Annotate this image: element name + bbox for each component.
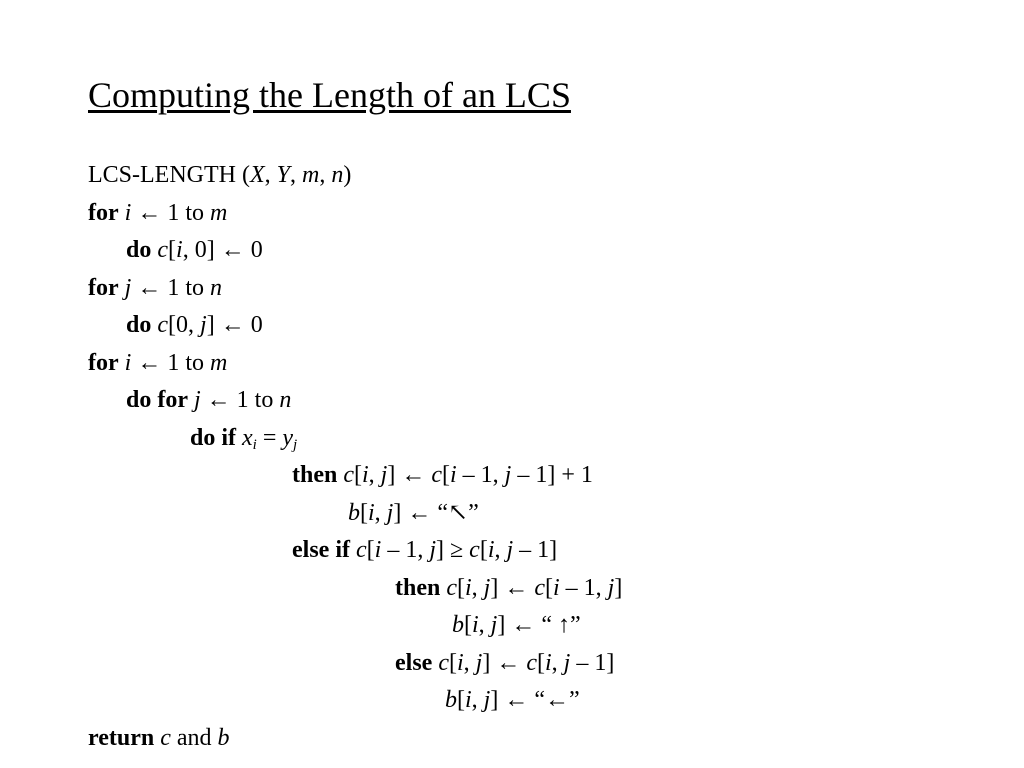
assign-arrow: ← <box>511 612 536 638</box>
keyword: for <box>88 350 119 376</box>
index-j: j <box>200 312 207 338</box>
keyword: do <box>126 237 152 263</box>
pseudocode-line-for-j <box>88 274 222 302</box>
param-x: X <box>249 162 265 188</box>
geq-operator: ≥ <box>449 537 464 563</box>
assign-arrow: ← <box>496 650 521 676</box>
index-j: j <box>483 575 491 601</box>
equals: = <box>262 425 277 451</box>
keyword: do for <box>126 387 188 413</box>
var-c: c <box>355 537 367 563</box>
pseudocode-line-b-up: b[i, j] ← “ ↑” <box>452 612 581 638</box>
up-arrow-icon: “ ↑” <box>541 612 581 638</box>
range-text: 1 to <box>167 275 204 301</box>
index-i: i <box>465 687 472 713</box>
assign-arrow: ← <box>220 237 245 263</box>
index-i: i <box>176 237 183 263</box>
range-end: n <box>279 387 292 413</box>
index-mid: – 1, <box>559 575 608 601</box>
assign-arrow: ← <box>504 687 529 713</box>
pseudocode-line-then-diag: then c[i, j] ← c[i – 1, j – 1] + 1 <box>292 462 593 488</box>
close-paren: ) <box>343 162 352 188</box>
index-end: – 1] <box>513 537 558 563</box>
index-end: – 1] + 1 <box>511 462 593 488</box>
index-i: i <box>374 537 382 563</box>
index-rest: ] <box>206 312 215 338</box>
var-c: c <box>438 650 449 676</box>
index-i: i <box>487 537 495 563</box>
index-j: j <box>483 687 491 713</box>
pseudocode-line-inner-loop <box>126 386 291 414</box>
pseudocode-line-b-diag: b[i, j] ← “↖” <box>348 500 479 526</box>
bracket: [0, <box>168 312 201 338</box>
procedure-name: LCS-LENGTH ( <box>88 162 250 188</box>
slide-title: Computing the Length of an LCS <box>88 75 571 115</box>
keyword: else if <box>292 537 350 563</box>
index-i: i <box>553 575 560 601</box>
index-j: j <box>386 500 394 526</box>
var-c: c <box>446 575 457 601</box>
var-b: b <box>217 725 230 751</box>
index-i: i <box>472 612 479 638</box>
subscript-j: j <box>293 437 298 453</box>
var-x: x <box>242 425 253 451</box>
assign-arrow: ← <box>137 275 162 301</box>
pseudocode-line-header <box>88 161 351 189</box>
index-j: j <box>429 537 436 563</box>
var-c: c <box>526 650 537 676</box>
keyword: else <box>395 650 433 676</box>
var-c: c <box>343 462 354 488</box>
keyword: for <box>88 200 119 226</box>
index-j: j <box>563 650 571 676</box>
keyword: do if <box>190 425 237 451</box>
loop-var: j <box>194 387 201 413</box>
var-c: c <box>160 725 171 751</box>
loop-var: i <box>124 200 132 226</box>
range-end: m <box>210 350 228 376</box>
range-text: 1 to <box>167 350 204 376</box>
keyword: then <box>395 575 441 601</box>
index-i: i <box>450 462 457 488</box>
param-n: n <box>331 162 344 188</box>
index-rest: , 0] <box>182 237 215 263</box>
var-c: c <box>431 462 442 488</box>
index-end: ] <box>435 537 444 563</box>
keyword: for <box>88 275 119 301</box>
pseudocode-line-if-match <box>190 424 297 452</box>
assign-arrow: ← <box>137 350 162 376</box>
index-j: j <box>380 462 388 488</box>
assign-arrow: ← <box>206 387 231 413</box>
pseudocode-line-init-col <box>126 236 263 264</box>
index-i: i <box>362 462 369 488</box>
var-c: c <box>534 575 545 601</box>
pseudocode-line-else-left: else c[i, j] ← c[i, j – 1] <box>395 650 615 676</box>
pseudocode-line-then-up: then c[i, j] ← c[i – 1, j] <box>395 575 623 601</box>
separator: , <box>264 162 277 188</box>
keyword: then <box>292 462 338 488</box>
range-end: m <box>210 200 228 226</box>
bracket: [ <box>168 237 177 263</box>
separator: , <box>319 162 332 188</box>
separator: , <box>290 162 303 188</box>
range-text: 1 to <box>236 387 274 413</box>
assign-arrow: ← <box>401 462 426 488</box>
assign-arrow: ← <box>407 500 432 526</box>
conjunction: and <box>176 725 212 751</box>
index-j: j <box>490 612 498 638</box>
keyword: do <box>126 312 152 338</box>
pseudocode-line-else-if: else if c[i – 1, j] ≥ c[i, j – 1] <box>292 537 558 563</box>
range-end: n <box>210 275 222 301</box>
index-i: i <box>368 500 375 526</box>
index-mid: – 1, <box>456 462 505 488</box>
pseudocode-line-init-row <box>126 311 263 339</box>
index-mid: – 1, <box>381 537 430 563</box>
var-b: b <box>348 500 360 526</box>
assign-arrow: ← <box>220 312 245 338</box>
var-c: c <box>157 237 169 263</box>
var-c: c <box>157 312 169 338</box>
param-m: m <box>302 162 320 188</box>
left-arrow-icon: “←” <box>534 687 580 713</box>
assign-arrow: ← <box>137 200 162 226</box>
index-j: j <box>607 575 615 601</box>
index-end: – 1] <box>570 650 615 676</box>
value: 0 <box>250 312 263 338</box>
range-text: 1 to <box>167 200 204 226</box>
loop-var: j <box>124 275 132 301</box>
index-i: i <box>544 650 552 676</box>
var-b: b <box>452 612 464 638</box>
param-y: Y <box>276 162 291 188</box>
index-j: j <box>506 537 514 563</box>
subscript-i: i <box>252 437 257 453</box>
index-j: j <box>475 650 483 676</box>
diagonal-arrow-icon: “↖” <box>437 500 479 526</box>
var-c: c <box>469 537 480 563</box>
index-i: i <box>456 650 464 676</box>
assign-arrow: ← <box>504 575 529 601</box>
value: 0 <box>250 237 263 263</box>
pseudocode-line-for-i <box>88 199 227 227</box>
var-b: b <box>445 687 457 713</box>
loop-var: i <box>124 350 132 376</box>
keyword: return <box>88 725 155 751</box>
index-j: j <box>504 462 512 488</box>
pseudocode-line-b-left: b[i, j] ← “←” <box>445 687 580 713</box>
pseudocode-line-return <box>88 724 230 752</box>
var-y: y <box>282 425 294 451</box>
index-end: ] <box>614 575 623 601</box>
index-i: i <box>465 575 472 601</box>
pseudocode-line-outer-loop <box>88 349 227 377</box>
